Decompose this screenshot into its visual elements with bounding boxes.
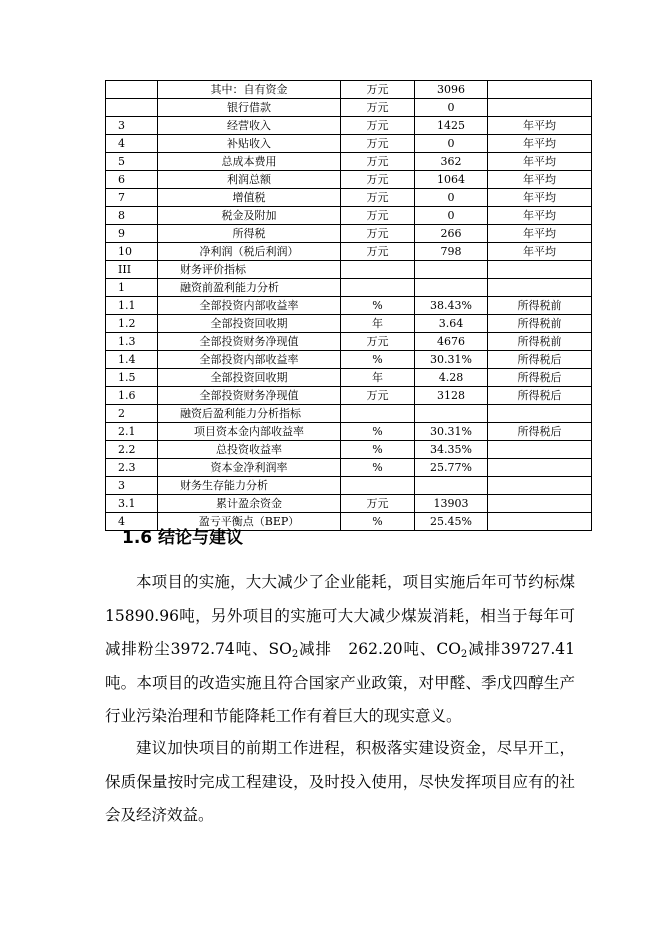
row-number-cell: 2.2 [106, 441, 158, 459]
table-row [106, 99, 592, 117]
indicator-name-cell: 项目资本金内部收益率 [158, 423, 341, 441]
row-number-cell: 4 [106, 513, 158, 531]
table-row [106, 261, 592, 279]
unit-cell: % [341, 297, 415, 315]
table-row [106, 207, 592, 225]
table-row [106, 351, 592, 369]
value-cell: 1064 [415, 171, 488, 189]
indicator-name-cell: 经营收入 [158, 117, 341, 135]
row-number-cell: 1.4 [106, 351, 158, 369]
unit-cell: 万元 [341, 333, 415, 351]
note-cell: 所得税前 [488, 297, 592, 315]
row-number-cell: 3 [106, 117, 158, 135]
indicator-name-cell: 全部投资财务净现值 [158, 387, 341, 405]
table-row [106, 135, 592, 153]
row-number-cell: 2.3 [106, 459, 158, 477]
unit-cell: 万元 [341, 81, 415, 99]
unit-cell: 年 [341, 369, 415, 387]
unit-cell: 万元 [341, 171, 415, 189]
note-cell: 年平均 [488, 207, 592, 225]
indicator-name-cell: 融资后盈利能力分析指标 [158, 405, 341, 423]
table-row [106, 477, 592, 495]
indicator-name-cell: 补贴收入 [158, 135, 341, 153]
unit-cell: 万元 [341, 153, 415, 171]
indicator-name-cell: 银行借款 [158, 99, 341, 117]
financial-indicators-table [105, 80, 592, 531]
indicator-name-cell: 利润总额 [158, 171, 341, 189]
so2-subscript: 2 [291, 649, 299, 660]
row-number-cell: 6 [106, 171, 158, 189]
table-row [106, 333, 592, 351]
table-row [106, 405, 592, 423]
note-cell [488, 459, 592, 477]
indicator-name-cell: 盈亏平衡点（BEP） [158, 513, 341, 531]
unit-cell: % [341, 459, 415, 477]
indicator-name-cell: 净利润（税后利润） [158, 243, 341, 261]
table-row [106, 387, 592, 405]
unit-cell: % [341, 513, 415, 531]
value-cell: 266 [415, 225, 488, 243]
table-row [106, 369, 592, 387]
note-cell: 所得税后 [488, 369, 592, 387]
value-cell: 798 [415, 243, 488, 261]
note-cell: 年平均 [488, 189, 592, 207]
unit-cell: % [341, 441, 415, 459]
value-cell: 0 [415, 207, 488, 225]
unit-cell: 万元 [341, 387, 415, 405]
unit-cell: 万元 [341, 207, 415, 225]
row-number-cell: 3 [106, 477, 158, 495]
value-cell: 0 [415, 135, 488, 153]
row-number-cell: 9 [106, 225, 158, 243]
note-cell [488, 405, 592, 423]
co2-subscript: 2 [460, 649, 468, 660]
indicator-name-cell: 全部投资回收期 [158, 315, 341, 333]
conclusion-text-a: 本项目的实施，大大减少了企业能耗，项目实施后年可节约标煤15890.96吨，另外项目的实施可大大减少煤炭消耗，相当于每年可减排粉尘3972.74吨、SO [105, 573, 575, 658]
indicator-name-cell: 总投资收益率 [158, 441, 341, 459]
row-number-cell: 7 [106, 189, 158, 207]
value-cell: 30.31% [415, 351, 488, 369]
value-cell: 25.45% [415, 513, 488, 531]
unit-cell [341, 261, 415, 279]
row-number-cell: III [106, 261, 158, 279]
table-row [106, 117, 592, 135]
row-number-cell: 3.1 [106, 495, 158, 513]
suggestion-paragraph: 建议加快项目的前期工作进程，积极落实建设资金，尽早开工，保质保量按时完成工程建设，及时投入使用，尽快发挥项目应有的社会及经济效益。 [105, 739, 575, 824]
note-cell: 年平均 [488, 153, 592, 171]
table-row [106, 153, 592, 171]
row-number-cell: 1.1 [106, 297, 158, 315]
table-body [106, 81, 592, 531]
value-cell [415, 261, 488, 279]
indicator-name-cell: 融资前盈利能力分析 [158, 279, 341, 297]
note-cell [488, 495, 592, 513]
value-cell: 13903 [415, 495, 488, 513]
row-number-cell: 1 [106, 279, 158, 297]
note-cell: 年平均 [488, 243, 592, 261]
note-cell: 年平均 [488, 135, 592, 153]
row-number-cell: 2 [106, 405, 158, 423]
table-row [106, 297, 592, 315]
value-cell: 362 [415, 153, 488, 171]
row-number-cell [106, 81, 158, 99]
value-cell: 4676 [415, 333, 488, 351]
value-cell: 3096 [415, 81, 488, 99]
value-cell: 34.35% [415, 441, 488, 459]
row-number-cell: 1.2 [106, 315, 158, 333]
unit-cell: 万元 [341, 495, 415, 513]
unit-cell: 万元 [341, 99, 415, 117]
table-row [106, 189, 592, 207]
value-cell: 3128 [415, 387, 488, 405]
note-cell: 年平均 [488, 225, 592, 243]
note-cell [488, 441, 592, 459]
row-number-cell [106, 99, 158, 117]
note-cell: 年平均 [488, 171, 592, 189]
row-number-cell: 1.5 [106, 369, 158, 387]
note-cell [488, 81, 592, 99]
note-cell [488, 477, 592, 495]
note-cell: 所得税后 [488, 351, 592, 369]
table-row [106, 441, 592, 459]
unit-cell: % [341, 351, 415, 369]
note-cell: 所得税前 [488, 315, 592, 333]
row-number-cell: 1.6 [106, 387, 158, 405]
unit-cell: % [341, 423, 415, 441]
unit-cell [341, 477, 415, 495]
value-cell [415, 279, 488, 297]
table-row [106, 225, 592, 243]
indicator-name-cell: 资本金净利润率 [158, 459, 341, 477]
indicator-name-cell: 全部投资回收期 [158, 369, 341, 387]
unit-cell: 万元 [341, 117, 415, 135]
note-cell: 所得税后 [488, 423, 592, 441]
unit-cell: 年 [341, 315, 415, 333]
indicator-name-cell: 所得税 [158, 225, 341, 243]
value-cell [415, 477, 488, 495]
unit-cell: 万元 [341, 189, 415, 207]
value-cell: 0 [415, 99, 488, 117]
indicator-name-cell: 其中：自有资金 [158, 81, 341, 99]
conclusion-paragraph [105, 566, 575, 734]
indicator-name-cell: 税金及附加 [158, 207, 341, 225]
table-row [106, 279, 592, 297]
value-cell: 3.64 [415, 315, 488, 333]
indicator-name-cell: 增值税 [158, 189, 341, 207]
note-cell [488, 261, 592, 279]
value-cell: 38.43% [415, 297, 488, 315]
note-cell: 所得税前 [488, 333, 592, 351]
indicator-name-cell: 全部投资内部收益率 [158, 297, 341, 315]
indicator-name-cell: 总成本费用 [158, 153, 341, 171]
value-cell [415, 405, 488, 423]
value-cell: 25.77% [415, 459, 488, 477]
note-cell: 所得税后 [488, 387, 592, 405]
table-row [106, 171, 592, 189]
conclusion-text-b: 减排 262.20吨、CO [298, 640, 461, 658]
indicator-name-cell: 累计盈余资金 [158, 495, 341, 513]
table-row [106, 495, 592, 513]
indicator-name-cell: 财务生存能力分析 [158, 477, 341, 495]
indicator-name-cell: 全部投资财务净现值 [158, 333, 341, 351]
value-cell: 0 [415, 189, 488, 207]
note-cell [488, 99, 592, 117]
note-cell [488, 279, 592, 297]
value-cell: 1425 [415, 117, 488, 135]
row-number-cell: 2.1 [106, 423, 158, 441]
value-cell: 4.28 [415, 369, 488, 387]
table-row [106, 243, 592, 261]
table-row [106, 423, 592, 441]
conclusion-text-c: 减排39727.41吨。本项目的改造实施且符合国家产业政策，对甲醛、季戊四醇生产行业污染治理和节能降耗工作有着巨大的现实意义。 [105, 640, 575, 725]
section-heading: 1.6 结论与建议 [122, 528, 244, 548]
table-row [106, 315, 592, 333]
row-number-cell: 1.3 [106, 333, 158, 351]
unit-cell: 万元 [341, 225, 415, 243]
indicator-name-cell: 财务评价指标 [158, 261, 341, 279]
table-row [106, 81, 592, 99]
indicator-name-cell: 全部投资内部收益率 [158, 351, 341, 369]
unit-cell: 万元 [341, 135, 415, 153]
note-cell: 年平均 [488, 117, 592, 135]
row-number-cell: 10 [106, 243, 158, 261]
row-number-cell: 5 [106, 153, 158, 171]
value-cell: 30.31% [415, 423, 488, 441]
row-number-cell: 8 [106, 207, 158, 225]
table-row [106, 459, 592, 477]
note-cell [488, 513, 592, 531]
unit-cell: 万元 [341, 243, 415, 261]
unit-cell [341, 279, 415, 297]
unit-cell [341, 405, 415, 423]
row-number-cell: 4 [106, 135, 158, 153]
